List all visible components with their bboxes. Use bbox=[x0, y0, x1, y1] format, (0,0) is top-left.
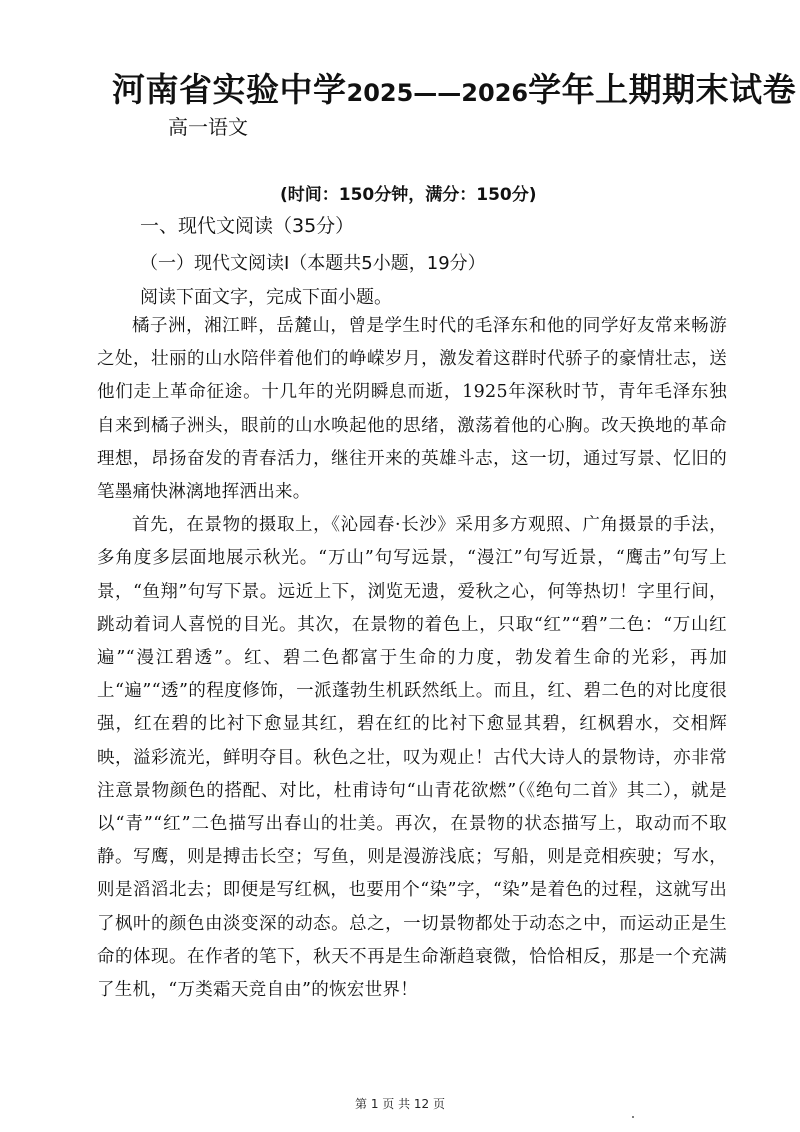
passage-paragraph-1: 橘子洲，湘江畔，岳麓山，曾是学生时代的毛泽东和他的同学好友常来畅游之处，壮丽的山水陪伴着他们的峥嵘岁月，激发着这群时代骄子的豪情壮志，送他们走上革命征途。十几年的光阴瞬息而逝，1925年深秋时节，青年毛泽东独自来到橘子洲头，眼前的山水唤起他的思绪，激荡着他的心胸。改天换地的革命理想，昂扬奋发的青春活力，继往开来的英雄斗志，这一切，通过写景、忆旧的笔墨痛快淋漓地挥洒出来。 bbox=[97, 316, 727, 503]
exam-title bbox=[112, 66, 797, 117]
reading-passage bbox=[97, 310, 727, 1007]
page-number: 第 1 页 共 12 页 bbox=[355, 1097, 445, 1111]
subsection-heading: （一）现代文阅读Ⅰ（本题共5小题，19分） bbox=[140, 253, 486, 274]
title-school: 河南省实验中学 bbox=[112, 70, 347, 109]
title-year: 2025——2026 bbox=[346, 79, 529, 107]
exam-time-score: (时间：150分钟，满分：150分) bbox=[280, 185, 537, 205]
title-rest: 学年上期期末试卷 bbox=[528, 70, 797, 109]
section-heading: 一、现代文阅读（35分） bbox=[140, 215, 355, 237]
subject-label: 高一语文 bbox=[168, 115, 248, 139]
reading-instruction: 阅读下面文字，完成下面小题。 bbox=[140, 287, 392, 308]
scan-speck bbox=[632, 1116, 634, 1118]
passage-paragraph-2: 首先，在景物的摄取上，《沁园春·长沙》采用多方观照、广角摄景的手法，多角度多层面地展示秋光。“万山”句写远景，“漫江”句写近景，“鹰击”句写上景，“鱼翔”句写下景。远近上下，浏览无遗，爱秋之心，何等热切！字里行间，跳动着词人喜悦的目光。其次，在景物的着色上，只取“红”“碧”二色：“万山红遍”“漫江碧透”。红、碧二色都富于生命的力度，勃发着生命的光彩，再加上“遍”“透”的程度修饰，一派蓬勃生机跃然纸上。而且，红、碧二色的对比度很强，红在碧的比衬下愈显其红，碧在红的比衬下愈显其碧，红枫碧水，交相辉映，溢彩流光，鲜明夺目。秋色之壮，叹为观止！古代大诗人的景物诗，亦非常注意景物颜色的搭配、对比，杜甫诗句“山青花欲燃”（《绝句二首》其二），就是以“青”“红”二色描写出春山的壮美。再次，在景物的状态描写上，取动而不取静。写鹰，则是搏击长空；写鱼，则是漫游浅底；写船，则是竞相疾驶；写水，则是滔滔北去；即便是写红枫，也要用个“染”字，“染”是着色的过程，这就写出了枫叶的颜色由淡变深的动态。总之，一切景物都处于动态之中，而运动正是生命的体现。在作者的笔下，秋天不再是生命渐趋衰微，恰恰相反，那是一个充满了生机，“万类霜天竞自由”的恢宏世界！ bbox=[97, 515, 727, 1001]
